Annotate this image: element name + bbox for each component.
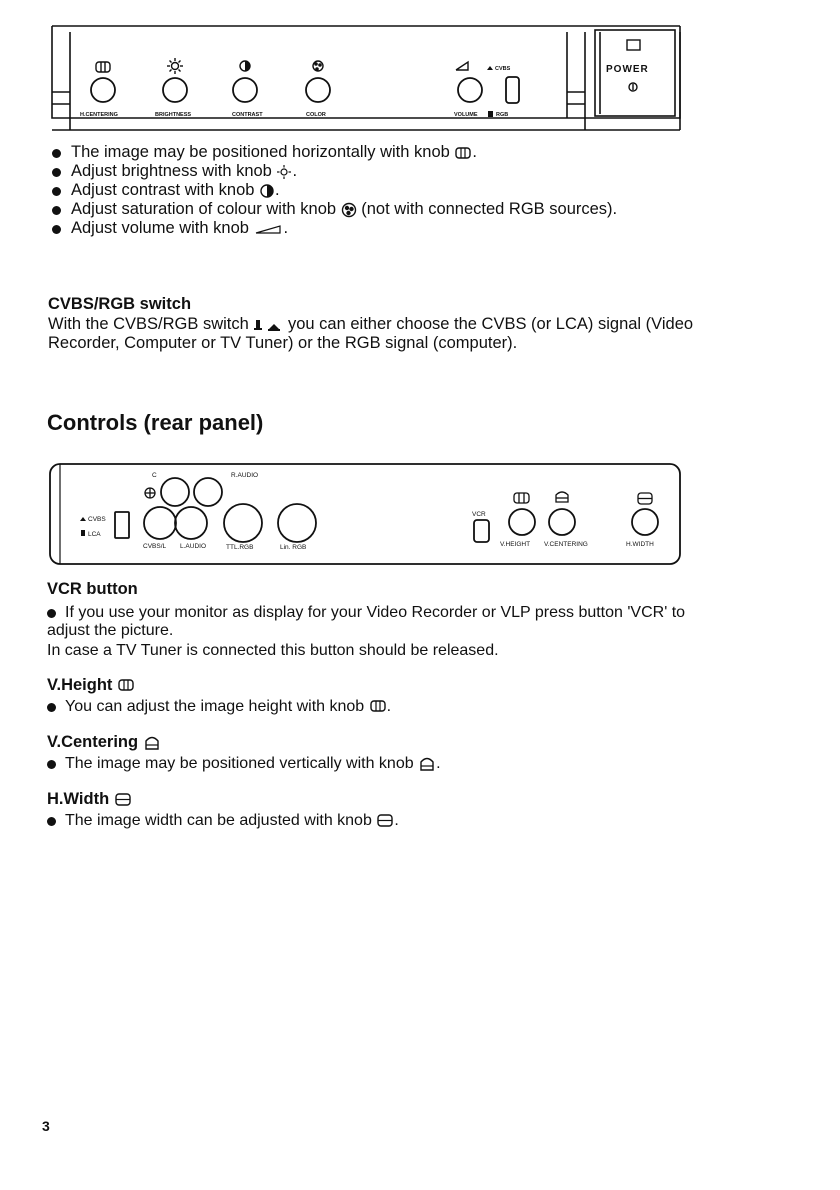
page-number: 3 [42, 1118, 50, 1134]
h-width-icon [114, 793, 132, 807]
v-centering-icon [556, 492, 568, 502]
color-knob [306, 78, 330, 102]
volume-icon [254, 223, 284, 235]
ttl-rgb-label: TTL.RGB [226, 544, 254, 551]
list-item: Adjust contrast with knob . [52, 181, 792, 200]
h-width-bullet: The image width can be adjusted with knob . [47, 811, 399, 830]
contrast-icon [259, 183, 275, 199]
vcr-line2: adjust the picture. [47, 622, 174, 639]
list-item: Adjust volume with knob . [52, 219, 792, 238]
l-audio-label: L.AUDIO [180, 543, 207, 550]
h-centering-knob [91, 78, 115, 102]
v-centering-icon [418, 756, 436, 772]
power-indicator-icon [627, 40, 640, 50]
h-width-label: H.WIDTH [626, 541, 654, 548]
v-height-label: V.HEIGHT [500, 541, 531, 548]
cvbs-rgb-heading: CVBS/RGB switch [48, 295, 192, 313]
brightness-knob [163, 78, 187, 102]
cvbs-rgb-paragraph: With the CVBS/RGB switch you can either choose the CVBS (or LCA) signal (Video Recorder, Computer or TV Tuner) or the RGB signal (computer). [48, 315, 694, 352]
v-centering-label: V.CENTERING [544, 541, 588, 548]
h-centering-icon [96, 62, 110, 72]
brightness-label: BRIGHTNESS [155, 112, 192, 118]
lca-label: LCA [88, 531, 101, 538]
vcr-bullet: If you use your monitor as display for your Video Recorder or VLP press button 'VCR' to [47, 603, 825, 622]
v-centering-icon [143, 735, 161, 751]
r-audio-label: R.AUDIO [231, 472, 259, 479]
volume-icon [456, 62, 468, 70]
list-item: The image may be positioned horizontally with knob . [52, 143, 792, 162]
vcr-line3: In case a TV Tuner is connected this button should be released. [47, 642, 499, 659]
v-height-icon [514, 493, 529, 503]
v-height-heading: V.Height [47, 676, 135, 695]
v-height-bullet: You can adjust the image height with knob . [47, 697, 391, 716]
cvbs-lca-switch [115, 512, 129, 538]
rgb-label: RGB [496, 112, 509, 118]
cvbs-l-label: CVBS/L [143, 543, 167, 550]
list-item: Adjust saturation of colour with knob (not with connected RGB sources). [52, 200, 792, 219]
cvbs-label: CVBS [88, 516, 106, 523]
v-height-icon [369, 700, 387, 713]
contrast-knob [233, 78, 257, 102]
sun-icon [276, 164, 292, 180]
v-centering-bullet: The image may be positioned vertically with knob . [47, 754, 441, 773]
v-height-knob [509, 509, 535, 535]
vcr-heading: VCR button [47, 580, 138, 598]
volume-label: VOLUME [454, 112, 478, 118]
v-centering-knob [549, 509, 575, 535]
h-centering-label: H.CENTERING [80, 112, 118, 118]
cvbs-label: CVBS [495, 66, 511, 72]
vcr-button [474, 520, 489, 542]
sun-icon [167, 58, 183, 74]
h-width-knob [632, 509, 658, 535]
front-knobs [91, 77, 519, 103]
front-controls-list [52, 143, 792, 238]
rear-panel-diagram [0, 450, 840, 575]
vcr-label: VCR [472, 511, 486, 518]
c-label: C [152, 472, 157, 479]
h-width-icon [376, 814, 394, 828]
cvbs-rgb-switch [506, 77, 519, 103]
switch-symbol-icon [253, 318, 283, 332]
h-centering-icon [454, 147, 472, 159]
rear-panel-title: Controls (rear panel) [47, 410, 264, 435]
h-width-heading: H.Width [47, 790, 132, 809]
color-icon [341, 202, 357, 218]
power-label: POWER [606, 64, 649, 75]
v-height-icon [117, 679, 135, 692]
front-panel-diagram [0, 0, 840, 140]
v-centering-heading: V.Centering [47, 733, 161, 752]
color-label: COLOR [306, 112, 326, 118]
list-item: Adjust brightness with knob . [52, 162, 792, 181]
contrast-label: CONTRAST [232, 112, 263, 118]
lin-rgb-label: Lin. RGB [280, 544, 307, 551]
volume-knob [458, 78, 482, 102]
